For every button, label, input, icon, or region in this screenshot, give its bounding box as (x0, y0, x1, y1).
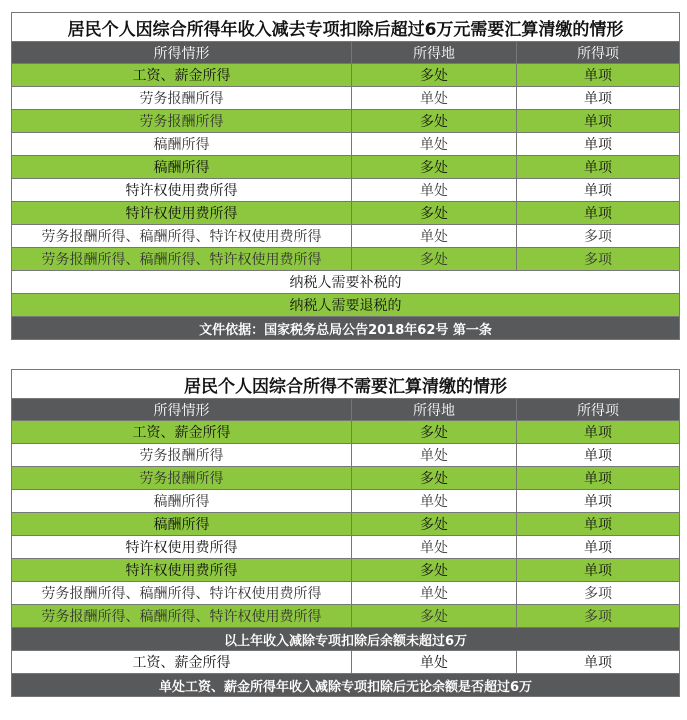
cell-income-place: 单处 (352, 536, 517, 559)
cell-income-place: 多处 (352, 421, 517, 444)
header-income-item: 所得项 (517, 399, 680, 421)
cell-income-type: 劳务报酬所得、稿酬所得、特许权使用费所得 (12, 605, 352, 628)
header-income-place: 所得地 (352, 42, 517, 64)
cell-income-type: 稿酬所得 (12, 156, 352, 179)
condition-below-60k: 以上年收入减除专项扣除后余额未超过6万 (12, 628, 680, 651)
cell-income-type: 工资、薪金所得 (12, 651, 352, 674)
cell-income-item: 单项 (517, 156, 680, 179)
cell-income-item: 单项 (517, 444, 680, 467)
cell-income-type: 劳务报酬所得、稿酬所得、特许权使用费所得 (12, 582, 352, 605)
cell-income-place: 单处 (352, 225, 517, 248)
cell-income-type: 特许权使用费所得 (12, 179, 352, 202)
condition-band (12, 628, 680, 651)
table-row (12, 421, 680, 444)
cell-income-place: 单处 (352, 490, 517, 513)
cell-income-type: 稿酬所得 (12, 513, 352, 536)
table-row (12, 133, 680, 156)
table-row (12, 248, 680, 271)
table-row (12, 559, 680, 582)
cell-income-item: 单项 (517, 64, 680, 87)
table-title: 居民个人因综合所得年收入减去专项扣除后超过6万元需要汇算清缴的情形 (12, 13, 680, 42)
cell-income-place: 多处 (352, 202, 517, 225)
table-row (12, 582, 680, 605)
cell-income-place: 多处 (352, 513, 517, 536)
table-header-row (12, 399, 680, 421)
cell-income-item: 多项 (517, 225, 680, 248)
note-need-pay-tax: 纳税人需要补税的 (12, 271, 680, 294)
cell-income-place: 多处 (352, 156, 517, 179)
cell-income-type: 劳务报酬所得 (12, 110, 352, 133)
note-row (12, 294, 680, 317)
cell-income-type: 劳务报酬所得、稿酬所得、特许权使用费所得 (12, 248, 352, 271)
cell-income-place: 多处 (352, 559, 517, 582)
cell-income-type: 工资、薪金所得 (12, 421, 352, 444)
cell-income-type: 特许权使用费所得 (12, 536, 352, 559)
table-row (12, 490, 680, 513)
cell-income-place: 单处 (352, 444, 517, 467)
cell-income-place: 单处 (352, 651, 517, 674)
table-need-settlement (11, 12, 680, 340)
cell-income-item: 单项 (517, 490, 680, 513)
cell-income-item: 单项 (517, 110, 680, 133)
cell-income-item: 多项 (517, 248, 680, 271)
table-row (12, 87, 680, 110)
table-row (12, 513, 680, 536)
cell-income-item: 单项 (517, 202, 680, 225)
cell-income-type: 劳务报酬所得 (12, 444, 352, 467)
cell-income-type: 劳务报酬所得 (12, 467, 352, 490)
source-row (12, 317, 680, 340)
cell-income-place: 多处 (352, 64, 517, 87)
note-row (12, 271, 680, 294)
cell-income-place: 多处 (352, 605, 517, 628)
cell-income-item: 多项 (517, 582, 680, 605)
cell-income-item: 多项 (517, 605, 680, 628)
cell-income-type: 稿酬所得 (12, 133, 352, 156)
note-need-refund: 纳税人需要退税的 (12, 294, 680, 317)
cell-income-place: 单处 (352, 87, 517, 110)
cell-income-type: 劳务报酬所得、稿酬所得、特许权使用费所得 (12, 225, 352, 248)
cell-income-item: 单项 (517, 513, 680, 536)
table-row (12, 467, 680, 490)
table-title: 居民个人因综合所得不需要汇算清缴的情形 (12, 370, 680, 399)
table-row (12, 156, 680, 179)
cell-income-place: 单处 (352, 133, 517, 156)
table-title-row (12, 370, 680, 399)
cell-income-item: 单项 (517, 87, 680, 110)
table-no-settlement (11, 369, 680, 697)
table-row (12, 110, 680, 133)
table-row (12, 202, 680, 225)
table-title-row (12, 13, 680, 42)
table-header-row (12, 42, 680, 64)
cell-income-type: 劳务报酬所得 (12, 87, 352, 110)
source-reference: 文件依据：国家税务总局公告2018年62号 第一条 (12, 317, 680, 340)
cell-income-item: 单项 (517, 651, 680, 674)
header-income-type: 所得情形 (12, 399, 352, 421)
table-row (12, 64, 680, 87)
cell-income-item: 单项 (517, 536, 680, 559)
table-row (12, 444, 680, 467)
cell-income-item: 单项 (517, 559, 680, 582)
cell-income-place: 多处 (352, 110, 517, 133)
table-row (12, 536, 680, 559)
header-income-type: 所得情形 (12, 42, 352, 64)
cell-income-type: 稿酬所得 (12, 490, 352, 513)
cell-income-place: 多处 (352, 248, 517, 271)
cell-income-place: 多处 (352, 467, 517, 490)
cell-income-place: 单处 (352, 179, 517, 202)
cell-income-type: 工资、薪金所得 (12, 64, 352, 87)
cell-income-item: 单项 (517, 133, 680, 156)
table-row (12, 225, 680, 248)
cell-income-item: 单项 (517, 467, 680, 490)
cell-income-type: 特许权使用费所得 (12, 559, 352, 582)
condition-band (12, 674, 680, 697)
cell-income-place: 单处 (352, 582, 517, 605)
table-row (12, 605, 680, 628)
table-row (12, 179, 680, 202)
condition-single-salary: 单处工资、薪金所得年收入减除专项扣除后无论余额是否超过6万 (12, 674, 680, 697)
cell-income-type: 特许权使用费所得 (12, 202, 352, 225)
cell-income-item: 单项 (517, 179, 680, 202)
table-row (12, 651, 680, 674)
header-income-place: 所得地 (352, 399, 517, 421)
cell-income-item: 单项 (517, 421, 680, 444)
header-income-item: 所得项 (517, 42, 680, 64)
